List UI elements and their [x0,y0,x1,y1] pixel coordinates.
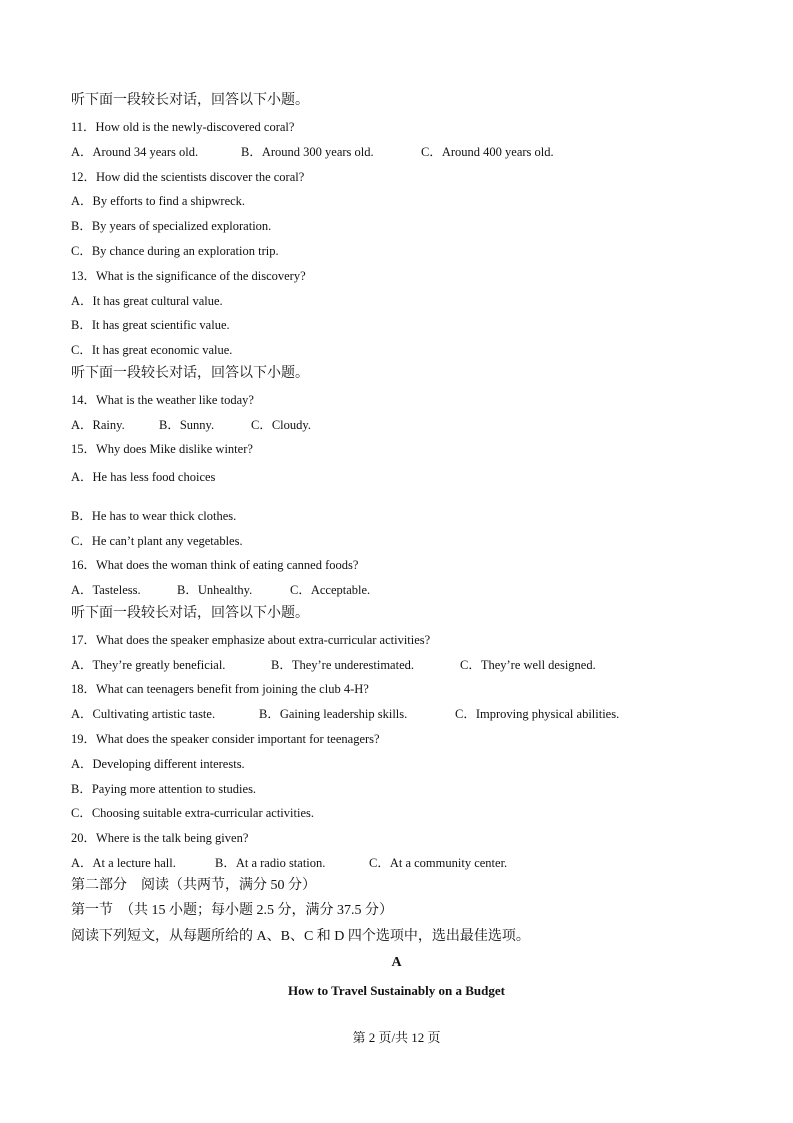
question-17-stem: 17．What does the speaker emphasize about extra-curricular activities? [71,633,431,647]
option-a: A．Rainy. [71,418,125,432]
option-b: B．Around 300 years old. [241,145,374,159]
part-heading: 第二部分 阅读（共两节，满分 50 分） [71,878,316,893]
question-12-stem: 12．How did the scientists discover the coral? [71,170,305,184]
question-16-options [71,582,370,598]
option-c: C．At a community center. [369,856,508,870]
option-a: A．He has less food choices [71,470,216,484]
question-18-options [71,706,619,722]
option-a: A．Cultivating artistic taste. [71,707,216,721]
question-20-options [71,855,507,871]
option-c: C．It has great economic value. [71,343,233,357]
section-instruction: 听下面一段较长对话，回答以下小题。 [71,366,309,381]
option-a: A．Around 34 years old. [71,145,199,159]
question-11-stem: 11．How old is the newly-discovered coral? [71,120,295,134]
option-b: B．They’re underestimated. [271,658,415,672]
question-19-stem: 19．What does the speaker consider important for teenagers? [71,732,380,746]
option-b: B．Gaining leadership skills. [259,707,408,721]
question-20-stem: 20．Where is the talk being given? [71,831,249,845]
section-instruction: 听下面一段较长对话，回答以下小题。 [71,606,309,621]
option-b: B．At a radio station. [215,856,326,870]
option-b: B．Paying more attention to studies. [71,782,257,796]
question-18-stem: 18．What can teenagers benefit from joining the club 4-H? [71,682,369,696]
option-b: B．It has great scientific value. [71,318,230,332]
option-c: C．By chance during an exploration trip. [71,244,279,258]
passage-letter: A [391,955,402,970]
question-17-options [71,657,596,673]
option-a: A．Developing different interests. [71,757,245,771]
question-13-stem: 13．What is the significance of the discovery? [71,269,306,283]
question-15-stem: 15．Why does Mike dislike winter? [71,442,253,456]
option-c: C．He can’t plant any vegetables. [71,534,243,548]
option-a: A．It has great cultural value. [71,294,223,308]
passage-title: How to Travel Sustainably on a Budget [288,983,505,998]
page-number: 第 2 页/共 12 页 [352,1030,441,1045]
option-a: A．At a lecture hall. [71,856,176,870]
option-a: A．By efforts to find a shipwreck. [71,194,246,208]
option-a: A．They’re greatly beneficial. [71,658,226,672]
option-c: C．Cloudy. [251,418,311,432]
option-b: B．Sunny. [159,418,215,432]
option-c: C．Acceptable. [290,583,371,597]
option-a: A．Tasteless. [71,583,141,597]
reading-instruction: 阅读下列短文，从每题所给的 A、B、C 和 D 四个选项中，选出最佳选项。 [71,929,530,944]
option-c: C．Improving physical abilities. [455,707,620,721]
option-b: B．Unhealthy. [177,583,253,597]
question-11-options [71,144,554,160]
question-16-stem: 16．What does the woman think of eating canned foods? [71,558,359,572]
option-c: C．They’re well designed. [460,658,596,672]
option-c: C．Around 400 years old. [421,145,554,159]
section-heading: 第一节 （共 15 小题；每小题 2.5 分，满分 37.5 分） [71,903,393,918]
question-14-stem: 14．What is the weather like today? [71,393,254,407]
option-c: C．Choosing suitable extra-curricular activities. [71,806,314,820]
question-14-options [71,417,311,433]
section-instruction: 听下面一段较长对话，回答以下小题。 [71,93,309,108]
option-b: B．By years of specialized exploration. [71,219,272,233]
option-b: B．He has to wear thick clothes. [71,509,237,523]
